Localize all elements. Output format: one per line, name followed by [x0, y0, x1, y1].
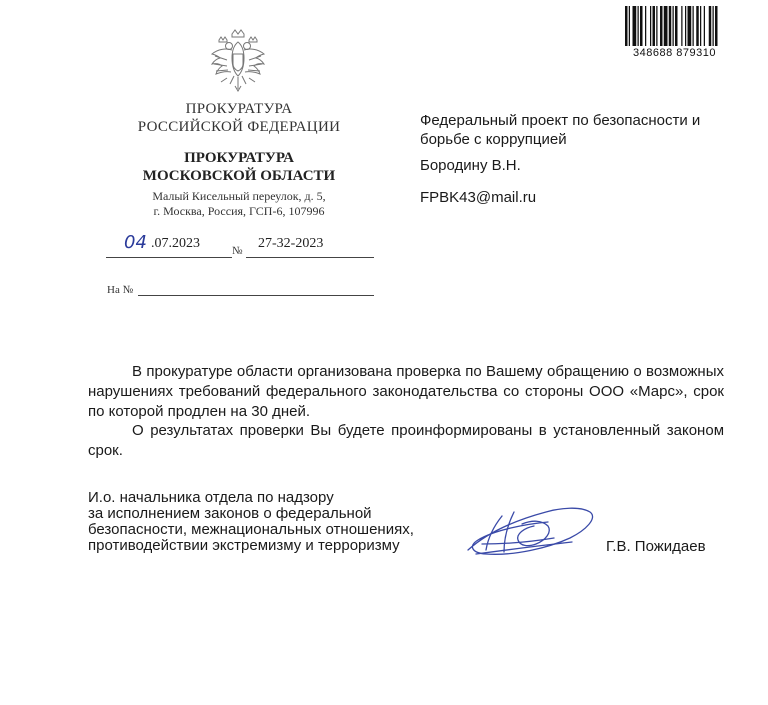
russian-coat-of-arms-icon — [207, 28, 269, 94]
signatory-title-line-1: И.о. начальника отдела по надзору — [88, 489, 334, 506]
recipient-org-line-2: борьбе с коррупцией — [420, 131, 567, 148]
barcode-bars — [625, 6, 761, 46]
recipient-org-line-1: Федеральный проект по безопасности и — [420, 112, 701, 129]
body-paragraph-2: О результатах проверки Вы будете проинформированы в установленный законом срок. — [88, 422, 724, 459]
recipient-name: Бородину В.Н. — [420, 157, 521, 174]
signatory-title-line-3: безопасности, межнациональных отношениях, — [88, 521, 414, 538]
number-underline — [246, 257, 374, 258]
date-underline — [106, 257, 232, 258]
barcode-number: 348688 879310 — [633, 47, 716, 59]
date-day-handwritten: 04 — [124, 232, 147, 253]
authority-address-line-2: г. Москва, Россия, ГСП-6, 107996 — [153, 204, 325, 218]
number-sign: № — [232, 245, 243, 257]
signer-name: Г.В. Пожидаев — [606, 538, 706, 555]
date-value: .07.2023 — [151, 236, 200, 251]
signatory-title-line-4: противодействии экстремизму и терроризму — [88, 537, 400, 554]
authority-sub-line-1: ПРОКУРАТУРА — [184, 150, 294, 166]
authority-line-1: ПРОКУРАТУРА — [185, 101, 293, 117]
signatory-title-line-2: за исполнением законов о федеральной — [88, 505, 372, 522]
authority-line-2: РОССИЙСКОЙ ФЕДЕРАЦИИ — [137, 119, 341, 135]
authority-address-line-1: Малый Кисельный переулок, д. 5, — [152, 189, 326, 203]
authority-sub-line-2: МОСКОВСКОЙ ОБЛАСТИ — [142, 168, 336, 184]
recipient-email: FPBK43@mail.ru — [420, 189, 537, 206]
body-paragraph-1: В прокуратуре области организована проверка по Вашему обращению о возможных нарушениях требований федерального законодательства со стороны ООО «Марс», срок по которой продлен на 30 дней. — [88, 363, 724, 420]
document-number: 27-32-2023 — [258, 236, 324, 251]
barcode — [625, 6, 763, 59]
reply-to-label: На № — [107, 284, 134, 296]
reply-to-underline — [138, 295, 374, 296]
handwritten-signature — [462, 494, 604, 572]
